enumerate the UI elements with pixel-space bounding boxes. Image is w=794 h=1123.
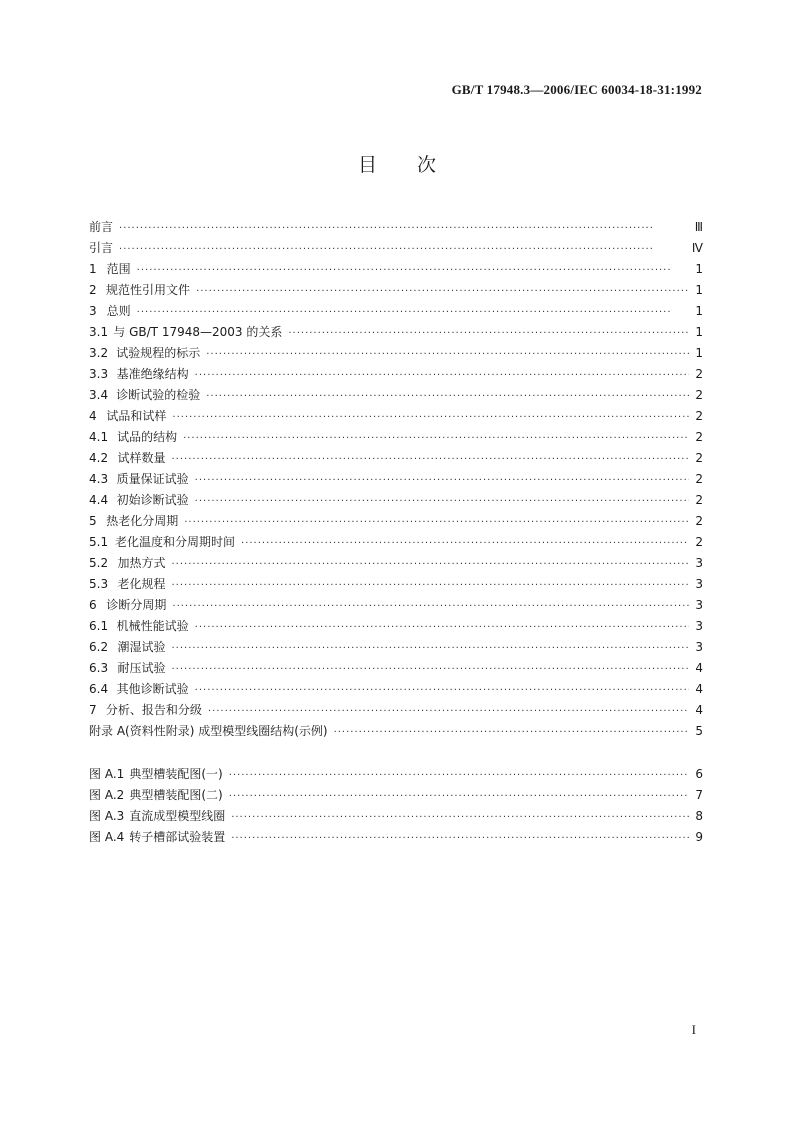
toc-entry-page: Ⅳ [691, 241, 703, 255]
toc-entry-label: 典型槽装配图(一) [129, 767, 223, 781]
toc-entry[interactable] [89, 385, 703, 406]
toc-entry-label: 试品的结构 [117, 430, 178, 444]
toc-entry-label: 基准绝缘结构 [116, 367, 189, 381]
toc-leader-dots [171, 659, 689, 680]
toc-entry-number: 2 [89, 283, 97, 297]
toc-entry-number: 4.1 [89, 430, 109, 444]
toc-entry[interactable] [89, 785, 703, 806]
toc-entry-label: 老化规程 [117, 577, 166, 591]
toc-entry-label: 附录 A(资料性附录) 成型模型线圈结构(示例) [89, 724, 328, 738]
toc-leader-dots [231, 828, 689, 849]
toc-entry-label: 典型槽装配图(二) [129, 788, 223, 802]
table-of-contents [89, 217, 703, 848]
toc-entry-page: 3 [695, 577, 703, 591]
toc-entry-page: 2 [695, 388, 703, 402]
toc-entry-page: 1 [695, 304, 703, 318]
page-number: I [691, 1022, 696, 1037]
toc-entry-number: 6 [89, 598, 97, 612]
toc-entry-page: 4 [695, 703, 703, 717]
toc-entry[interactable] [89, 511, 703, 532]
toc-leader-dots [137, 302, 689, 323]
toc-leader-dots [206, 386, 689, 407]
toc-entry-page: 6 [695, 767, 703, 781]
toc-leader-dots [195, 365, 689, 386]
toc-entry[interactable] [89, 532, 703, 553]
toc-entry-number: 图 A.2 [89, 788, 125, 802]
toc-entry-page: 3 [695, 598, 703, 612]
toc-entry-page: 9 [695, 830, 703, 844]
toc-entry-number: 5.3 [89, 577, 109, 591]
toc-leader-dots [171, 449, 689, 470]
toc-entry-number: 6.2 [89, 640, 109, 654]
toc-entry[interactable] [89, 827, 703, 848]
toc-entry-page: 1 [695, 262, 703, 276]
toc-entry-number: 5 [89, 514, 97, 528]
standard-number: GB/T 17948.3—2006/IEC 60034-18-31:1992 [451, 82, 702, 97]
toc-entry[interactable] [89, 469, 703, 490]
toc-entry-label: 诊断分周期 [106, 598, 167, 612]
toc-leader-dots [229, 765, 689, 786]
toc-entry[interactable] [89, 406, 703, 427]
toc-entry-number: 3.2 [89, 346, 109, 360]
toc-entry[interactable] [89, 280, 703, 301]
toc-leader-dots [172, 407, 689, 428]
toc-entry[interactable] [89, 364, 703, 385]
toc-entry-number: 7 [89, 703, 97, 717]
toc-entry-number: 3.1 [89, 325, 109, 339]
toc-entry-label: 试验规程的标示 [116, 346, 201, 360]
toc-entry-label: 总则 [106, 304, 131, 318]
toc-entry-label: 其他诊断试验 [116, 682, 189, 696]
toc-entry-number: 1 [89, 262, 97, 276]
toc-leader-dots [196, 281, 689, 302]
toc-entry-number: 4.3 [89, 472, 109, 486]
toc-leader-dots [195, 617, 689, 638]
toc-leader-dots [208, 701, 689, 722]
toc-leader-dots [229, 786, 689, 807]
toc-entry[interactable] [89, 448, 703, 469]
toc-leader-dots [195, 680, 689, 701]
toc-entry-number: 5.2 [89, 556, 109, 570]
toc-entry-label: 质量保证试验 [116, 472, 189, 486]
toc-leader-dots [183, 428, 689, 449]
toc-entry-number: 3.3 [89, 367, 109, 381]
toc-entry-number: 4 [89, 409, 97, 423]
toc-entry-page: 4 [695, 661, 703, 675]
toc-leader-dots [206, 344, 689, 365]
toc-entry-page: 3 [695, 619, 703, 633]
toc-entry-number: 图 A.3 [89, 809, 125, 823]
toc-leader-dots [119, 239, 686, 260]
toc-entry-page: 2 [695, 472, 703, 486]
toc-leader-dots [195, 470, 689, 491]
toc-entry[interactable] [89, 806, 703, 827]
toc-entry-label: 规范性引用文件 [106, 283, 191, 297]
toc-entry-page: 2 [695, 535, 703, 549]
toc-leader-dots [195, 491, 689, 512]
toc-entry-label: 与 GB/T 17948—2003 的关系 [113, 325, 283, 339]
toc-entry-number: 5.1 [89, 535, 109, 549]
page-title: 目次 [357, 154, 476, 176]
toc-entry[interactable] [89, 595, 703, 616]
toc-entry-label: 热老化分周期 [106, 514, 179, 528]
toc-entry[interactable] [89, 637, 703, 658]
toc-entry-page: 1 [695, 325, 703, 339]
toc-leader-dots [241, 533, 689, 554]
toc-entry-page: 2 [695, 409, 703, 423]
toc-entry-page: 2 [695, 451, 703, 465]
toc-entry-label: 引言 [89, 241, 114, 255]
toc-entry-page: 2 [695, 430, 703, 444]
toc-entry[interactable] [89, 764, 703, 785]
toc-leader-dots [231, 807, 689, 828]
toc-entry-number: 图 A.4 [89, 830, 125, 844]
toc-entry-page: 2 [695, 493, 703, 507]
toc-entry[interactable] [89, 490, 703, 511]
toc-leader-dots [184, 512, 689, 533]
toc-entry-number: 3 [89, 304, 97, 318]
toc-figure-list [89, 764, 703, 848]
toc-entry[interactable] [89, 217, 703, 238]
toc-entry-label: 诊断试验的检验 [116, 388, 201, 402]
toc-entry[interactable] [89, 322, 703, 343]
toc-entry[interactable] [89, 238, 703, 259]
toc-entry[interactable] [89, 616, 703, 637]
toc-leader-dots [172, 596, 689, 617]
toc-entry-page: 3 [695, 640, 703, 654]
toc-entry[interactable] [89, 679, 703, 700]
toc-entry[interactable] [89, 427, 703, 448]
toc-main-list [89, 217, 703, 742]
toc-entry-number: 6.1 [89, 619, 109, 633]
toc-entry-page: 7 [695, 788, 703, 802]
toc-entry[interactable] [89, 301, 703, 322]
toc-leader-dots [288, 323, 689, 344]
toc-entry-label: 范围 [106, 262, 131, 276]
toc-entry-page: 2 [695, 367, 703, 381]
toc-entry-number: 4.4 [89, 493, 109, 507]
toc-entry-page: 4 [695, 682, 703, 696]
toc-leader-dots [171, 638, 689, 659]
toc-leader-dots [119, 218, 689, 239]
toc-entry-page: Ⅲ [694, 220, 703, 234]
toc-entry-label: 潮湿试验 [117, 640, 166, 654]
toc-entry[interactable] [89, 343, 703, 364]
toc-entry-number: 图 A.1 [89, 767, 125, 781]
toc-entry-label: 老化温度和分周期时间 [115, 535, 236, 549]
toc-entry-label: 加热方式 [117, 556, 166, 570]
toc-leader-dots [334, 722, 689, 743]
toc-entry-number: 6.4 [89, 682, 109, 696]
toc-entry[interactable] [89, 259, 703, 280]
toc-entry-label: 机械性能试验 [116, 619, 189, 633]
toc-leader-dots [137, 260, 689, 281]
toc-entry[interactable] [89, 658, 703, 679]
toc-entry-label: 直流成型模型线圈 [129, 809, 226, 823]
toc-entry-page: 3 [695, 556, 703, 570]
toc-entry-label: 初始诊断试验 [116, 493, 189, 507]
toc-entry-label: 耐压试验 [117, 661, 166, 675]
toc-entry[interactable] [89, 574, 703, 595]
toc-entry[interactable] [89, 553, 703, 574]
toc-entry[interactable] [89, 700, 703, 721]
toc-entry-label: 分析、报告和分级 [105, 703, 202, 717]
toc-entry-number: 3.4 [89, 388, 109, 402]
toc-entry-page: 8 [695, 809, 703, 823]
toc-entry-label: 试样数量 [117, 451, 166, 465]
toc-entry-page: 5 [695, 724, 703, 738]
toc-entry-page: 2 [695, 514, 703, 528]
toc-leader-dots [171, 554, 689, 575]
toc-entry-page: 1 [695, 346, 703, 360]
toc-entry-number: 6.3 [89, 661, 109, 675]
toc-entry-page: 1 [695, 283, 703, 297]
toc-entry-label: 前言 [89, 220, 114, 234]
toc-leader-dots [171, 575, 689, 596]
toc-entry-number: 4.2 [89, 451, 109, 465]
toc-entry-label: 试品和试样 [106, 409, 167, 423]
toc-entry[interactable] [89, 721, 703, 742]
toc-entry-label: 转子槽部试验装置 [129, 830, 226, 844]
